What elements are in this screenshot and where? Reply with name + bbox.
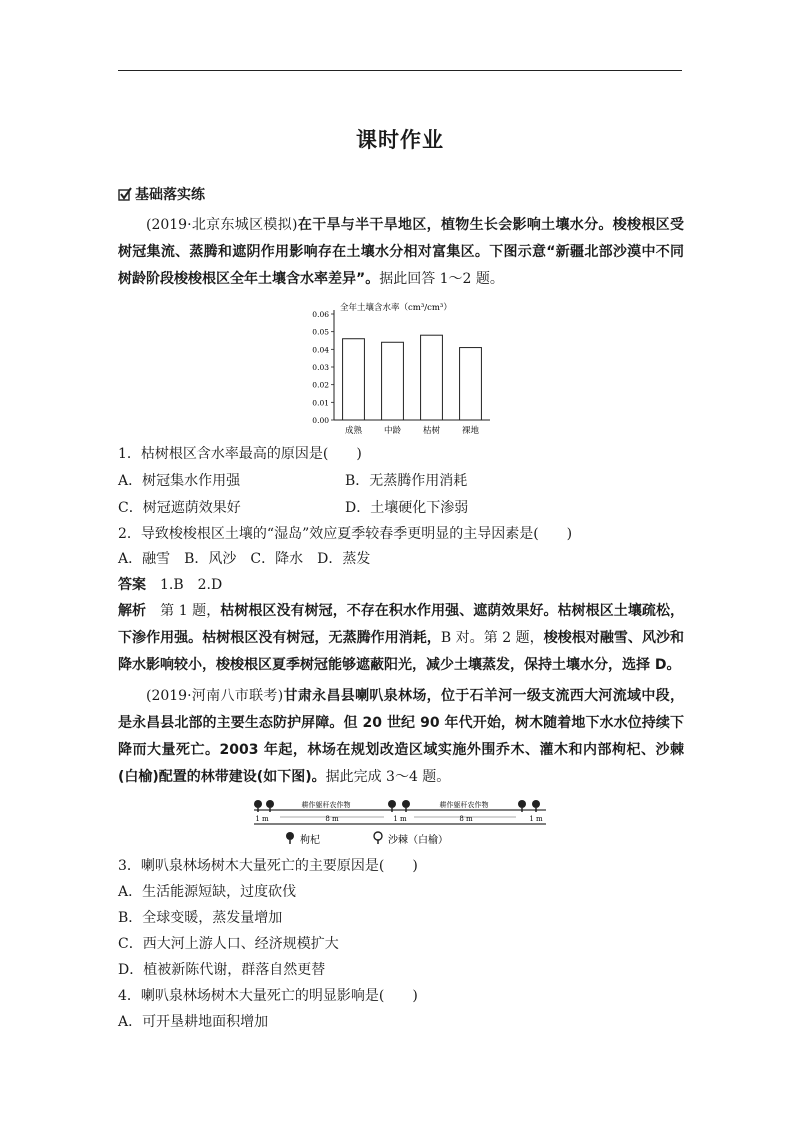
legend-goji: 枸杞 bbox=[300, 835, 320, 846]
passage-1 bbox=[118, 212, 684, 293]
passage-2-text: 甘肃永昌县喇叭泉林场，位于石羊河一级支流西大河流域中段，是永昌县北部的主要生态防护屏障。但 20 世纪 90 年代开始，树木随着地下水水位持续下降而大量死亡。2003 年起，林场在规划改造区域实施外围乔木、灌木和内部枸杞、沙棘(白榆)配置的林带建设(如下图)。 bbox=[118, 688, 684, 785]
analysis-label: 解析 bbox=[118, 603, 147, 619]
header-rule bbox=[118, 70, 682, 71]
y-tick-label: 0.03 bbox=[312, 363, 329, 372]
passage-2-source: (2019·河南八市联考) bbox=[146, 688, 284, 704]
legend-goji-symbol bbox=[286, 832, 294, 844]
y-tick-label: 0.02 bbox=[312, 380, 329, 390]
width-8m-left: 8 m bbox=[325, 815, 339, 823]
bar-3 bbox=[421, 335, 443, 420]
page-title: 课时作业 bbox=[356, 128, 444, 152]
bar-4 bbox=[460, 348, 482, 420]
q3-option-c: C．西大河上游人口、经济规模扩大 bbox=[118, 936, 339, 952]
q4-option-a: A．可开垦耕地面积增加 bbox=[118, 1014, 269, 1030]
band-label-right: 耕作躯秆农作物 bbox=[439, 801, 489, 809]
q1-stem: 1．枯树根区含水率最高的原因是( ) bbox=[118, 446, 362, 462]
passage-1-tail: 据此回答 1～2 题。 bbox=[379, 271, 504, 287]
analysis-part-1: 第 1 题， bbox=[160, 603, 221, 619]
q4-stem: 4．喇叭泉林场树木大量死亡的明显影响是( ) bbox=[118, 988, 418, 1004]
bar-1 bbox=[343, 339, 365, 420]
passage-1-source: (2019·北京东城区模拟) bbox=[146, 217, 298, 233]
q1-option-a: A．树冠集水作用强 bbox=[118, 473, 241, 489]
width-1m-left: 1 m bbox=[255, 815, 269, 823]
answer-label: 答案 bbox=[118, 577, 146, 593]
q1-option-b: B．无蒸腾作用消耗 bbox=[345, 473, 468, 489]
width-8m-right: 8 m bbox=[459, 815, 473, 823]
band-label-left: 耕作躯秆农作物 bbox=[301, 801, 351, 809]
legend-seabuckthorn: 沙棘（白榆） bbox=[388, 835, 448, 846]
x-tick-label: 成熟 bbox=[344, 426, 363, 436]
width-1m-right: 1 m bbox=[529, 815, 543, 823]
q3-stem: 3．喇叭泉林场树木大量死亡的主要原因是( ) bbox=[118, 858, 418, 874]
y-tick-label: 0.05 bbox=[312, 327, 329, 337]
analysis bbox=[118, 598, 684, 679]
q1-option-d: D．土壤硬化下渗弱 bbox=[345, 500, 469, 516]
q2-stem: 2．导致梭梭根区土壤的“湿岛”效应夏季较春季更明显的主导因素是( ) bbox=[118, 526, 573, 542]
x-tick-label: 中龄 bbox=[383, 426, 402, 436]
section-heading bbox=[118, 184, 205, 204]
chart-title: 全年土壤含水率（cm³/cm³） bbox=[340, 303, 452, 313]
x-tick-label: 枯树 bbox=[422, 426, 441, 436]
analysis-part-3: B 对。第 2 题， bbox=[440, 630, 544, 646]
q3-option-b: B．全球变暖，蒸发量增加 bbox=[118, 910, 283, 926]
moisture-bar-chart bbox=[300, 298, 500, 440]
y-tick-label: 0.00 bbox=[312, 416, 329, 425]
y-tick-label: 0.06 bbox=[312, 310, 329, 319]
checkbox-icon bbox=[118, 187, 132, 201]
q1-option-c: C．树冠遮荫效果好 bbox=[118, 500, 241, 516]
answer-line bbox=[118, 575, 222, 595]
analysis-part-2: 枯树根区没有树冠，不存在积水作用强、遮荫效果好。枯树根区土壤疏松，下渗作用强。枯树根区没有树冠，无蒸腾作用消耗， bbox=[118, 603, 685, 646]
passage-1-text: 在干旱与半干旱地区，植物生长会影响土壤水分。梭梭根区受树冠集流、蒸腾和遮阴作用影响存在土壤水分相对富集区。下图示意“新疆北部沙漠中不同树龄阶段梭梭根区全年土壤含水率差异”。 bbox=[118, 217, 684, 287]
y-tick-label: 0.04 bbox=[312, 345, 329, 355]
q3-option-a: A．生活能源短缺，过度砍伐 bbox=[118, 884, 297, 900]
x-tick-label: 裸地 bbox=[461, 426, 480, 436]
y-tick-label: 0.01 bbox=[312, 398, 329, 408]
analysis-part-4: 梭梭根对融雪、风沙和降水影响较小，梭梭根区夏季树冠能够遮蔽阳光，减少土壤蒸发，保持土壤水分，选择 D。 bbox=[118, 630, 685, 673]
q2-options: A．融雪 B．风沙 C．降水 D．蒸发 bbox=[118, 551, 371, 567]
forest-belt-diagram bbox=[250, 796, 550, 852]
legend-seabuckthorn-symbol bbox=[374, 832, 382, 844]
passage-2 bbox=[118, 683, 684, 791]
answer-text: 1.B 2.D bbox=[160, 577, 223, 593]
q3-option-d: D．植被新陈代谢，群落自然更替 bbox=[118, 962, 326, 978]
bar-2 bbox=[382, 342, 404, 420]
section-label: 基础落实练 bbox=[135, 187, 205, 203]
width-1m-middle: 1 m bbox=[393, 815, 407, 823]
passage-2-tail: 据此完成 3～4 题。 bbox=[325, 769, 451, 785]
